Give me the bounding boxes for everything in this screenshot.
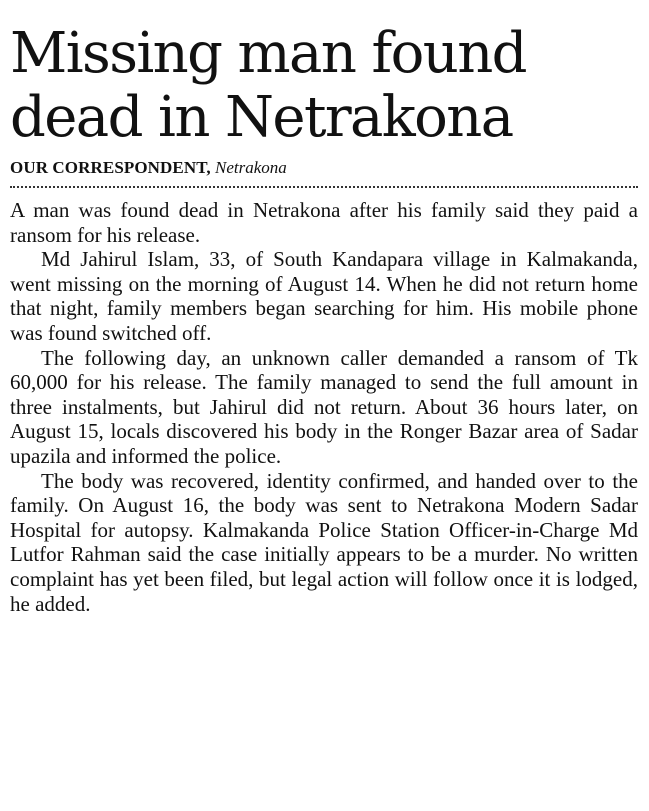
dotted-divider (10, 186, 638, 188)
article-body (10, 198, 638, 616)
paragraph: A man was found dead in Netrakona after his family said they paid a ransom for his release. (10, 198, 638, 247)
byline-location: Netrakona (215, 158, 287, 177)
headline: Missing man found dead in Netrakona (10, 21, 526, 150)
paragraph: The body was recovered, identity confirmed, and handed over to the family. On August 16, the body was sent to Netrakona Modern Sadar Hospital for autopsy. Kalmakanda Police Station Officer-in-Charge Md Lutfor Rahman said the case initially appears to be a murder. No written complaint has yet been filed, but legal action will follow once it is lodged, he added. (10, 468, 638, 616)
byline (10, 158, 638, 178)
news-article (10, 0, 638, 616)
byline-author: OUR CORRESPONDENT, (10, 158, 211, 177)
paragraph: Md Jahirul Islam, 33, of South Kandapara village in Kalmakanda, went missing on the morning of August 14. When he did not return home that night, family members began searching for him. His mobile phone was found switched off. (10, 247, 638, 345)
paragraph: The following day, an unknown caller demanded a ransom of Tk 60,000 for his release. The family managed to send the full amount in three instalments, but Jahirul did not return. About 36 hours later, on August 15, locals discovered his body in the Ronger Bazar area of Sadar upazila and informed the police. (10, 345, 638, 468)
